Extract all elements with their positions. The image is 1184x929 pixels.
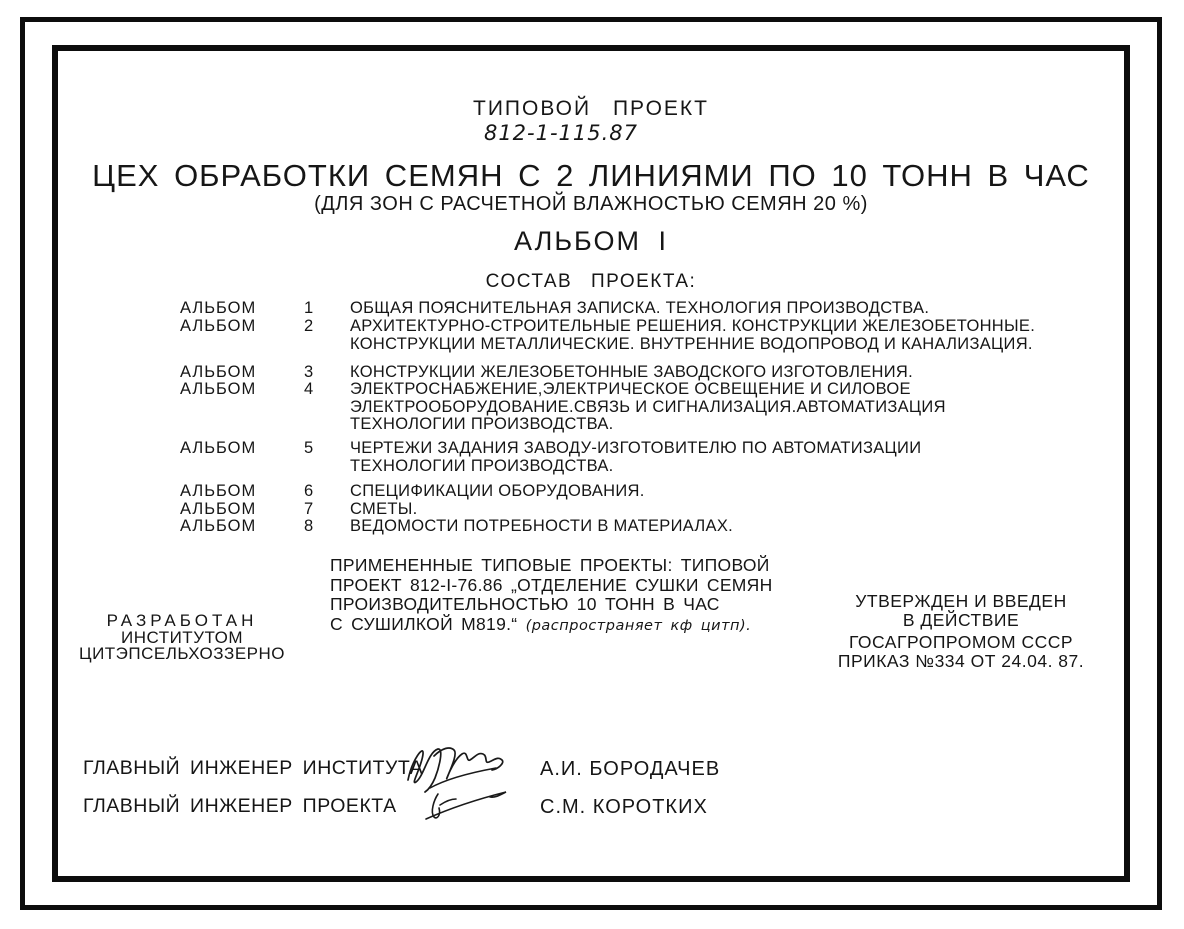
applied-projects-line: ПРИМЕНЕННЫЕ ТИПОВЫЕ ПРОЕКТЫ: ТИПОВОЙ [330,555,770,575]
album-description-line: КОНСТРУКЦИИ ЖЕЛЕЗОБЕТОННЫЕ ЗАВОДСКОГО ИЗГОТОВЛЕНИЯ. [350,363,913,381]
applied-projects-line: ПРОЕКТ 812-I-76.86 „ОТДЕЛЕНИЕ СУШКИ СЕМЯН [330,574,773,595]
album-row-8 [52,518,1130,536]
applied-projects-line: ПРОИЗВОДИТЕЛЬНОСТЬЮ 10 ТОНН В ЧАС [330,594,720,614]
album-description [350,381,946,434]
approval-line: В ДЕЙСТВИЕ [902,609,1020,630]
album-description-line: ЭЛЕКТРООБОРУДОВАНИЕ.СВЯЗЬ И СИГНАЛИЗАЦИЯ.АВТОМАТИЗАЦИЯ [350,397,946,416]
album-label: АЛЬБОМ [180,363,257,381]
album-description [350,364,913,382]
album-row-4 [52,381,1130,434]
album-label: АЛЬБОМ [180,317,257,335]
album-description-line: СПЕЦИФИКАЦИИ ОБОРУДОВАНИЯ. [350,482,645,500]
composition-heading: СОСТАВ ПРОЕКТА: [485,271,697,292]
album-description [350,483,645,501]
developer-line: ИНСТИТУТОМ [121,627,243,647]
developer-institute-name: ЦИТЭПСЕЛЬХОЗЗЕРНО [79,644,285,663]
page-title: ЦЕХ ОБРАБОТКИ СЕМЯН С 2 ЛИНИЯМИ ПО 10 ТОНН В ЧАС [92,158,1090,193]
signature-name-korotkikh: С.М. КОРОТКИХ [540,796,708,818]
developer-block [62,613,302,663]
album-description-line: ЭЛЕКТРОСНАБЖЕНИЕ,ЭЛЕКТРИЧЕСКОЕ ОСВЕЩЕНИЕ И СИЛОВОЕ [350,380,911,398]
album-label: АЛЬБОМ [180,517,257,535]
distribution-note: (распространяет кф цитп). [525,617,752,634]
album-row-1 [52,300,1130,318]
album-row-2 [52,318,1130,353]
applied-projects-line [330,615,773,637]
album-description-line: ТЕХНОЛОГИИ ПРОИЗВОДСТВА. [350,456,614,475]
album-number: 1 [304,299,314,317]
album-title: АЛЬБОМ I [514,226,668,256]
album-row-6 [52,483,1130,501]
developer-line: РАЗРАБОТАН [106,611,258,630]
album-row-7 [52,501,1130,519]
album-number: 2 [304,317,314,335]
album-label: АЛЬБОМ [180,500,257,518]
album-description-line: ЧЕРТЕЖИ ЗАДАНИЯ ЗАВОДУ-ИЗГОТОВИТЕЛЮ ПО АВТОМАТИЗАЦИИ [350,439,922,457]
signature-scribble-2 [422,786,512,822]
project-type-label: ТИПОВОЙ ПРОЕКТ [473,97,709,120]
album-description-line: ТЕХНОЛОГИИ ПРОИЗВОДСТВА. [350,415,614,433]
album-number: 6 [304,482,314,500]
approval-line: ГОСАГРОПРОМОМ СССР [848,632,1074,652]
album-description [350,440,921,475]
approval-block [805,592,1117,670]
album-description-line: АРХИТЕКТУРНО-СТРОИТЕЛЬНЫЕ РЕШЕНИЯ. КОНСТРУКЦИИ ЖЕЛЕЗОБЕТОННЫЕ. [350,317,1036,335]
album-description-line: СМЕТЫ. [350,500,418,518]
album-number: 7 [304,500,314,518]
album-label: АЛЬБОМ [180,482,257,500]
album-label: АЛЬБОМ [180,299,257,317]
album-number: 5 [304,439,314,457]
album-description [350,501,418,519]
album-description [350,518,733,536]
album-label: АЛЬБОМ [180,380,257,398]
album-description [350,300,929,318]
album-description-line: ОБЩАЯ ПОЯСНИТЕЛЬНАЯ ЗАПИСКА. ТЕХНОЛОГИЯ ПРОИЗВОДСТВА. [350,299,930,317]
signature-role-chief-engineer-institute: ГЛАВНЫЙ ИНЖЕНЕР ИНСТИТУТА [83,757,424,779]
album-description [350,318,1035,353]
album-row-5 [52,440,1130,475]
project-number: 812-1-115.87 [483,121,639,145]
album-description-line: КОНСТРУКЦИИ МЕТАЛЛИЧЕСКИЕ. ВНУТРЕННИЕ ВОДОПРОВОД И КАНАЛИЗАЦИЯ. [350,334,1033,353]
approval-order-line: ПРИКАЗ №334 ОТ 24.04. 87. [837,650,1085,671]
approval-line: УТВЕРЖДЕН И ВВЕДЕН [855,591,1067,611]
signature-name-borodachev: А.И. БОРОДАЧЕВ [540,758,721,780]
album-row-3 [52,364,1130,382]
album-description-line: ВЕДОМОСТИ ПОТРЕБНОСТИ В МАТЕРИАЛАХ. [350,517,734,535]
album-number: 4 [304,380,314,398]
album-number: 3 [304,363,314,381]
page-subtitle: (ДЛЯ ЗОН С РАСЧЕТНОЙ ВЛАЖНОСТЬЮ СЕМЯН 20 %) [314,193,868,215]
signature-role-chief-engineer-project: ГЛАВНЫЙ ИНЖЕНЕР ПРОЕКТА [83,795,397,817]
album-label: АЛЬБОМ [180,439,257,457]
applied-projects-block [330,556,773,636]
album-number: 8 [304,517,314,535]
applied-projects-line-text: С СУШИЛКОЙ М819.“ [330,613,518,634]
